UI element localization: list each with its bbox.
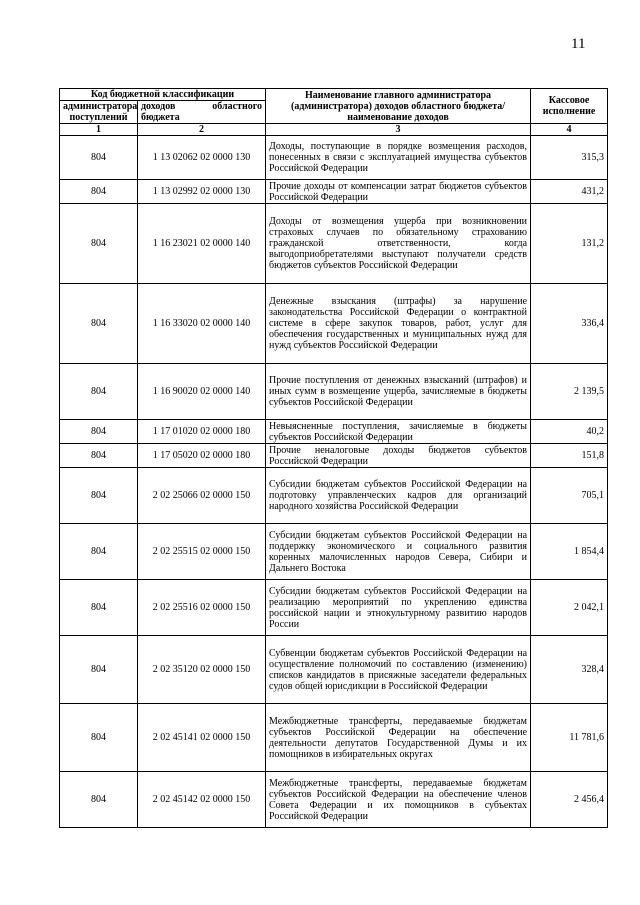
- table-row: [60, 704, 608, 772]
- income-name-cell: Межбюджетные трансферты, передаваемые бюджетам субъектов Российской Федерации на обеспечение членов Совета Федерации и их помощников в субъектах Российской Федерации: [266, 772, 531, 828]
- sum-cell: 328,4: [531, 636, 608, 704]
- sum-cell: 315,3: [531, 136, 608, 180]
- admin-code-cell: 804: [60, 524, 138, 580]
- budget-table: [59, 88, 608, 828]
- income-code-cell: 2 02 25516 02 0000 150: [138, 580, 266, 636]
- cash-execution-header: Кассовое исполнение: [531, 89, 608, 124]
- income-code-cell: 2 02 35120 02 0000 150: [138, 636, 266, 704]
- income-name-cell: Прочие неналоговые доходы бюджетов субъектов Российской Федерации: [266, 444, 531, 468]
- income-code-cell: 2 02 45141 02 0000 150: [138, 704, 266, 772]
- table-row: [60, 636, 608, 704]
- admin-code-cell: 804: [60, 704, 138, 772]
- income-name-cell: Субсидии бюджетам субъектов Российской Федерации на подготовку управленческих кадров для организаций народного хозяйства Российской Федерации: [266, 468, 531, 524]
- column-index: 1: [60, 124, 138, 136]
- income-code-header: доходов областного бюджета: [138, 101, 266, 124]
- income-name-cell: Доходы от возмещения ущерба при возникновении страховых случаев по обязательному страхованию гражданской ответственности, когда выгодоприобретателями выступают получатели средств бюджетов субъектов Российской Федерации: [266, 204, 531, 284]
- income-name-cell: Субвенции бюджетам субъектов Российской Федерации на осуществление полномочий по составлению (изменению) списков кандидатов в присяжные заседатели федеральных судов общей юрисдикции в Российской Федерации: [266, 636, 531, 704]
- admin-code-cell: 804: [60, 772, 138, 828]
- income-code-cell: 1 13 02992 02 0000 130: [138, 180, 266, 204]
- sum-cell: 2 042,1: [531, 580, 608, 636]
- table-row: [60, 468, 608, 524]
- income-name-cell: Субсидии бюджетам субъектов Российской Федерации на реализацию мероприятий по укреплению единства российской нации и этнокультурному развитию народов России: [266, 580, 531, 636]
- table-row: [60, 772, 608, 828]
- income-code-cell: 1 16 33020 02 0000 140: [138, 284, 266, 364]
- admin-code-cell: 804: [60, 580, 138, 636]
- admin-header: администратора поступлений: [60, 101, 138, 124]
- table-row: [60, 580, 608, 636]
- table-row: [60, 204, 608, 284]
- sum-cell: 131,2: [531, 204, 608, 284]
- income-code-cell: 1 17 01020 02 0000 180: [138, 420, 266, 444]
- table-row: [60, 524, 608, 580]
- sum-cell: 151,8: [531, 444, 608, 468]
- admin-code-cell: 804: [60, 136, 138, 180]
- admin-code-cell: 804: [60, 204, 138, 284]
- table-row: [60, 136, 608, 180]
- income-code-cell: 1 13 02062 02 0000 130: [138, 136, 266, 180]
- classification-code-header: Код бюджетной классификации: [60, 89, 266, 101]
- income-code-cell: 1 17 05020 02 0000 180: [138, 444, 266, 468]
- admin-code-cell: 804: [60, 180, 138, 204]
- sum-cell: 431,2: [531, 180, 608, 204]
- income-name-cell: Субсидии бюджетам субъектов Российской Федерации на поддержку экономического и социального развития коренных малочисленных народов Севера, Сибири и Дальнего Востока: [266, 524, 531, 580]
- admin-code-cell: 804: [60, 636, 138, 704]
- income-code-cell: 2 02 25066 02 0000 150: [138, 468, 266, 524]
- table-row: [60, 284, 608, 364]
- admin-code-cell: 804: [60, 444, 138, 468]
- income-code-cell: 2 02 25515 02 0000 150: [138, 524, 266, 580]
- income-name-cell: Межбюджетные трансферты, передаваемые бюджетам субъектов Российской Федерации на обеспечение деятельности депутатов Государственной Думы и их помощников в избирательных округах: [266, 704, 531, 772]
- admin-code-cell: 804: [60, 468, 138, 524]
- sum-cell: 2 456,4: [531, 772, 608, 828]
- admin-code-cell: 804: [60, 284, 138, 364]
- table-row: [60, 180, 608, 204]
- income-name-cell: Невыясненные поступления, зачисляемые в бюджеты субъектов Российской Федерации: [266, 420, 531, 444]
- income-code-cell: 1 16 23021 02 0000 140: [138, 204, 266, 284]
- income-name-cell: Прочие доходы от компенсации затрат бюджетов субъектов Российской Федерации: [266, 180, 531, 204]
- income-code-cell: 1 16 90020 02 0000 140: [138, 364, 266, 420]
- page-number: 11: [571, 36, 586, 52]
- name-header: Наименование главного администратора (администратора) доходов областного бюджета/ наименование доходов: [266, 89, 531, 124]
- income-code-cell: 2 02 45142 02 0000 150: [138, 772, 266, 828]
- column-index: 3: [266, 124, 531, 136]
- admin-code-cell: 804: [60, 364, 138, 420]
- sum-cell: 11 781,6: [531, 704, 608, 772]
- income-name-cell: Доходы, поступающие в порядке возмещения расходов, понесенных в связи с эксплуатацией имущества субъектов Российской Федерации: [266, 136, 531, 180]
- table-row: [60, 364, 608, 420]
- income-name-cell: Денежные взыскания (штрафы) за нарушение законодательства Российской Федерации о контрактной системе в сфере закупок товаров, работ, услуг для обеспечения государственных и муниципальных нужд для нужд субъектов Российской Федерации: [266, 284, 531, 364]
- column-index: 2: [138, 124, 266, 136]
- income-name-cell: Прочие поступления от денежных взысканий (штрафов) и иных сумм в возмещение ущерба, зачисляемые в бюджеты субъектов Российской Федерации: [266, 364, 531, 420]
- table-row: [60, 444, 608, 468]
- sum-cell: 2 139,5: [531, 364, 608, 420]
- sum-cell: 705,1: [531, 468, 608, 524]
- admin-code-cell: 804: [60, 420, 138, 444]
- table-row: [60, 420, 608, 444]
- sum-cell: 336,4: [531, 284, 608, 364]
- column-index: 4: [531, 124, 608, 136]
- sum-cell: 1 854,4: [531, 524, 608, 580]
- sum-cell: 40,2: [531, 420, 608, 444]
